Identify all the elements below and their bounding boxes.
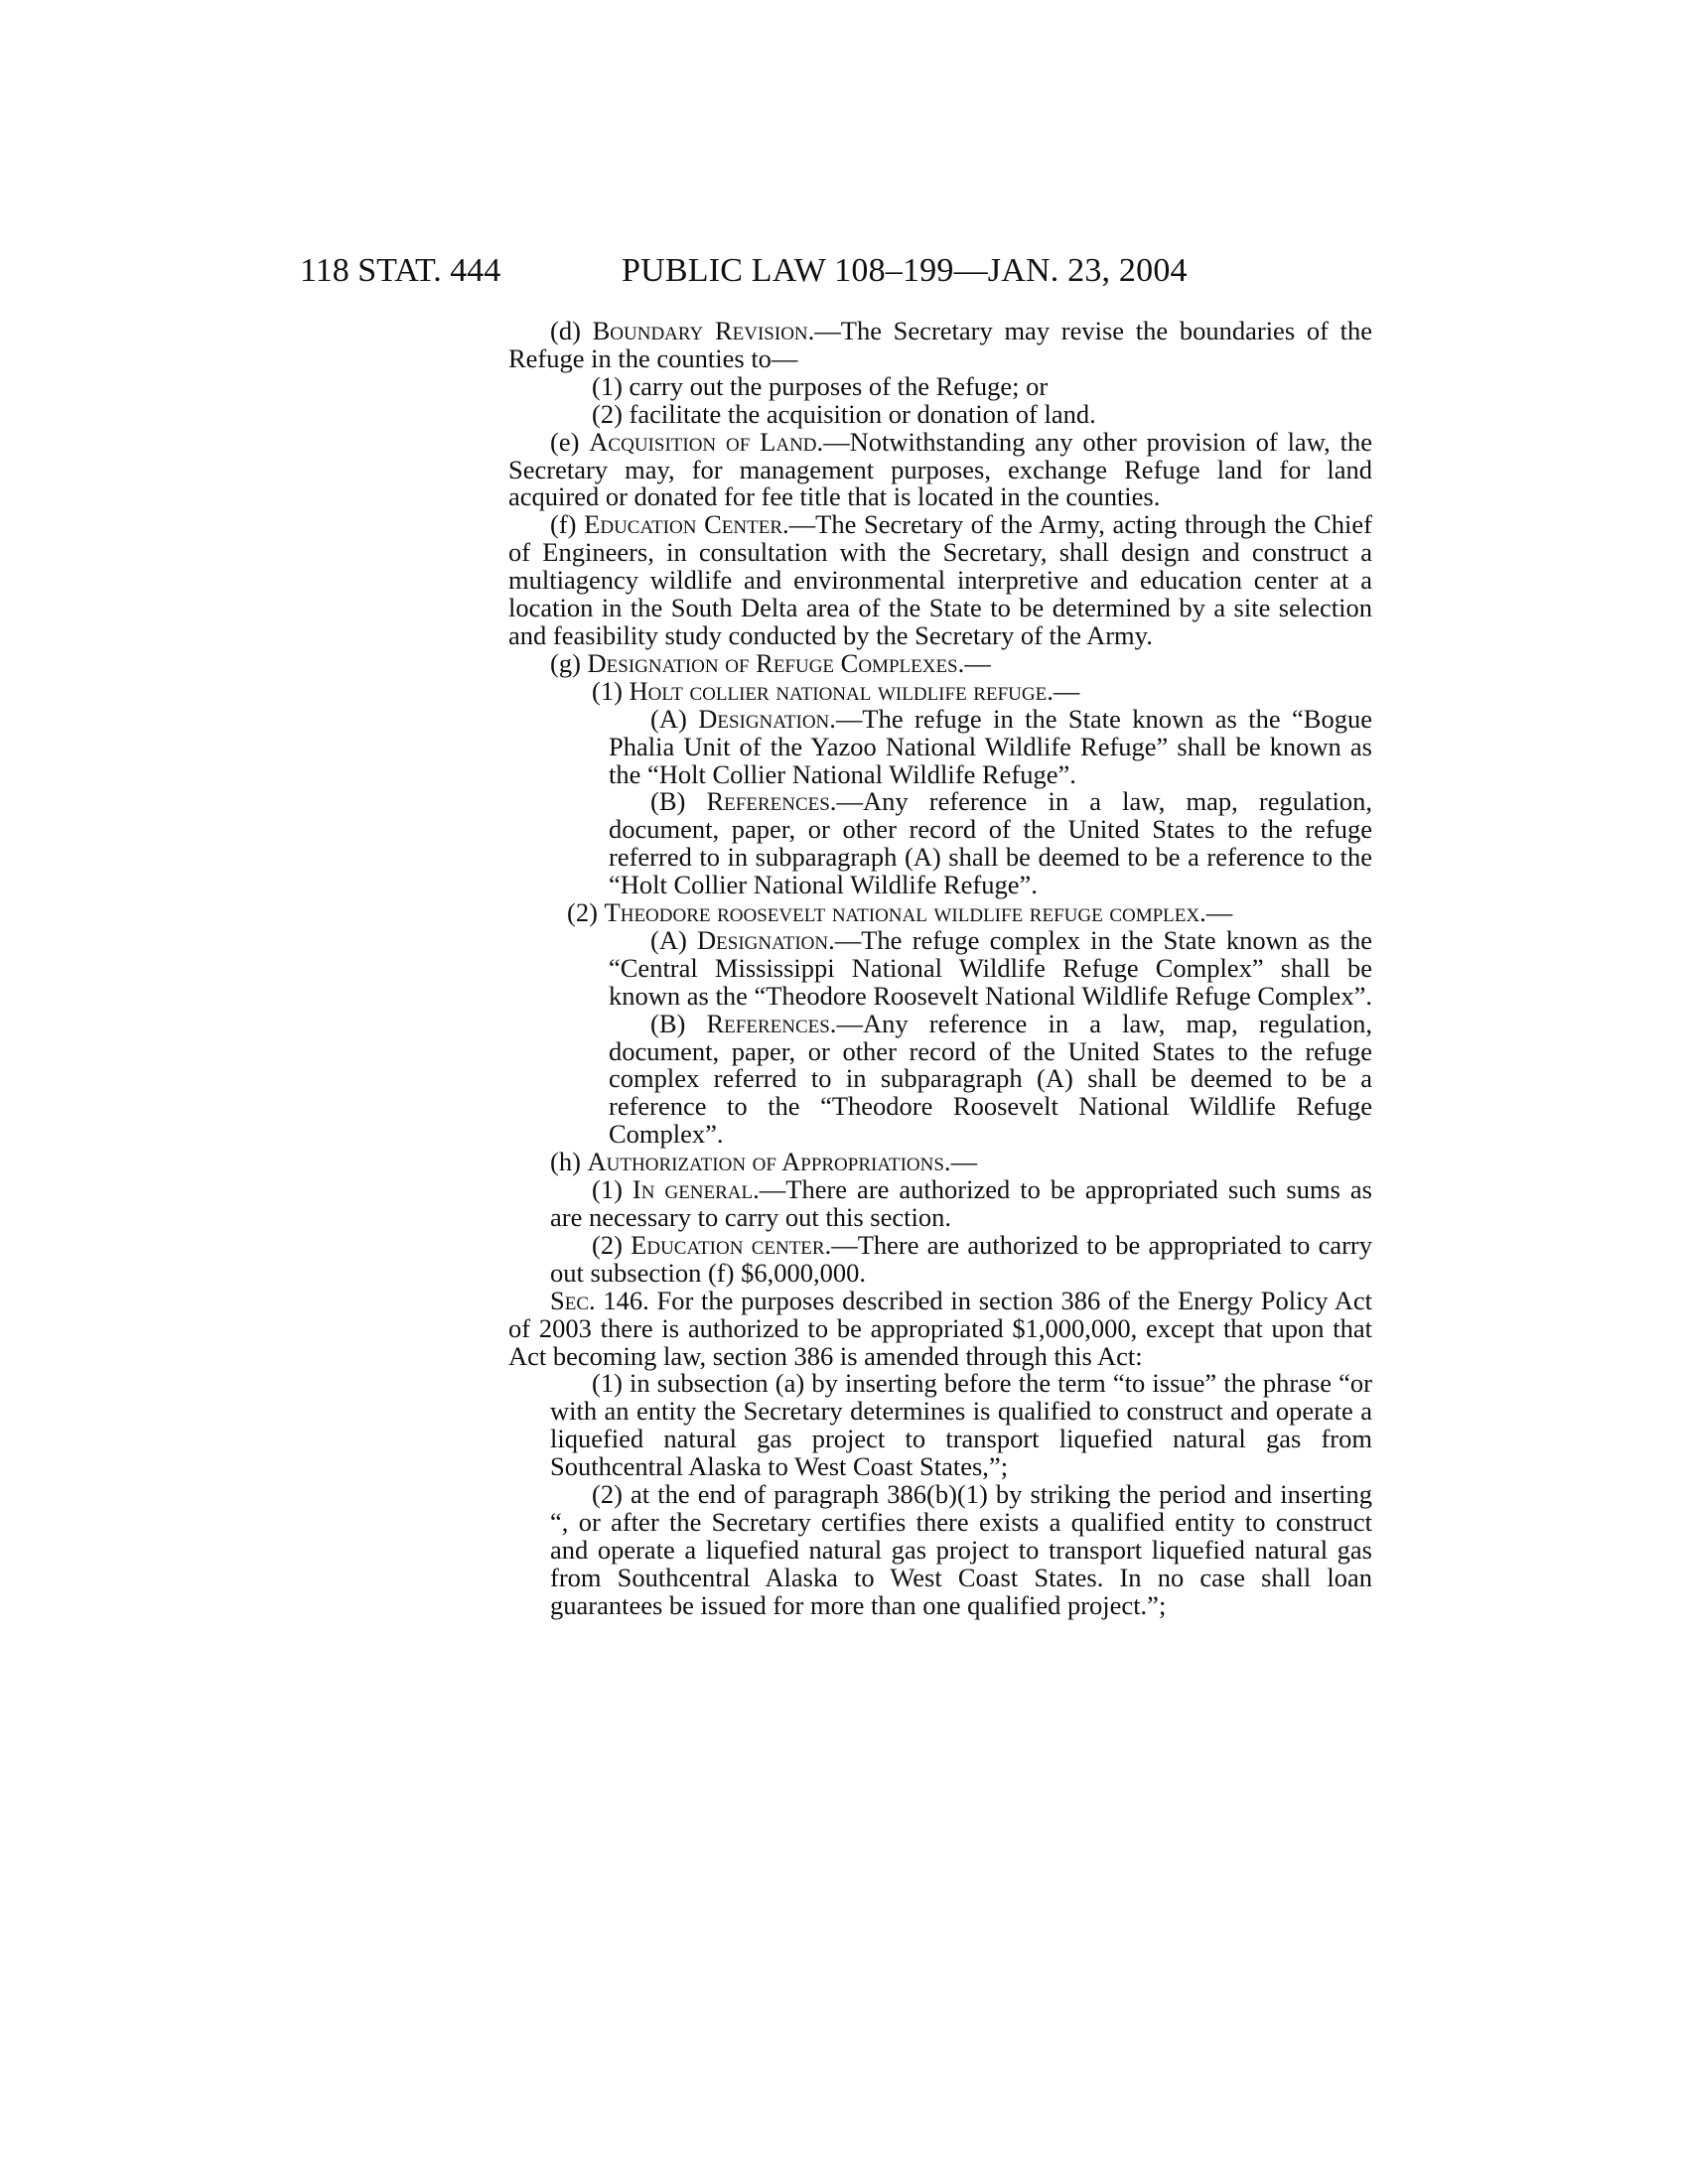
paragraph [508,1370,1372,1481]
paragraph-label: (A) [650,703,699,734]
paragraph-text: (1) in subsection (a) by inserting before the term “to issue” the phrase “or with an entity the Secretary determines is qualified to construct and operate a liquefied natural gas project to transport liquefied natural gas from Southcentral Alaska to West Coast States,”; [550,1368,1372,1482]
paragraph-heading: References. [706,786,837,817]
paragraph [508,426,1372,512]
statute-page-number: 118 STAT. 444 [300,252,501,289]
paragraph-label: (1) [592,675,630,706]
paragraph [508,370,1372,401]
paragraph-label: (2) [567,897,605,928]
paragraph-label: (1) [592,1174,633,1205]
running-title: PUBLIC LAW 108–199—JAN. 23, 2004 [622,252,1188,289]
paragraph-text: (2) at the end of paragraph 386(b)(1) by striking the period and inserting “, or after the Secretary certifies there exists a qualified entity to construct and operate a liquefied natural gas project to transport liquefied natural gas from Southcentral Alaska to West Coast States. In no case shall loan guarantees be issued for more than one qualified project.”; [550,1479,1372,1620]
paragraph-heading: References. [706,1008,837,1038]
paragraph-text: (2) facilitate the acquisition or donation of land. [592,398,1096,429]
paragraph-label: (d) [550,316,593,345]
paragraph-text: — [964,647,991,678]
paragraph-text: —Any reference in a law, map, regulation, document, paper, or other record of the United States to the refuge complex referred to in subparagraph (A) shall be deemed to be a reference to the “Theodore Roosevelt National Wildlife Refuge Complex”. [609,1008,1372,1150]
paragraph [508,924,1372,1011]
paragraph-text: —The refuge complex in the State known as the “Central Mississippi National Wildlife Refuge Complex” shall be known as the “Theodore Roosevelt National Wildlife Refuge Complex”. [609,924,1372,1011]
paragraph-heading: Sec. [550,1285,596,1315]
paragraph [508,1149,1372,1176]
paragraph-text: —The Secretary of the Army, acting through the Chief of Engineers, in consultation with the Secretary, shall design and construct a multiagency wildlife and environmental interpretive and education center at a location in the South Delta area of the State to be determined by a site selection and feasibility study conducted by the Secretary of the Army. [508,509,1372,650]
paragraph-label: (h) [550,1147,588,1177]
paragraph-heading: Holt collier national wildlife refuge. [629,675,1054,706]
paragraph-text: —The Secretary may revise the boundaries of the Refuge in the counties to— [508,316,1373,373]
paragraph [508,675,1372,706]
document-body [508,318,1372,1620]
paragraph-text: (1) carry out the purposes of the Refuge; or [592,370,1049,401]
paragraph-text: — [1053,675,1080,706]
paragraph-label: (f) [550,509,585,540]
paragraph [508,788,1372,899]
paragraph-heading: Theodore roosevelt national wildlife refuge complex. [604,897,1206,928]
paragraph-text: —Any reference in a law, map, regulation, document, paper, or other record of the United States to the refuge referred to in subparagraph (A) shall be deemed to be a reference to the “Holt Collier National Wildlife Refuge”. [609,786,1372,900]
paragraph-text: —The refuge in the State known as the “Bogue Phalia Unit of the Yazoo National Wildlife Refuge” shall be known as the “Holt Collier National Wildlife Refuge”. [609,703,1372,789]
paragraph-text: — [950,1147,978,1177]
paragraph-text: 146. For the purposes described in section 386 of the Energy Policy Act of 2003 there is authorized to be appropriated $1,000,000, except that upon that Act becoming law, section 386 is amended through this Act: [508,1285,1372,1371]
paragraph [508,1176,1372,1232]
paragraph-label: (B) [650,1008,707,1038]
page-header [0,246,1688,296]
paragraph [508,1285,1372,1371]
paragraph-heading: Designation. [698,703,836,734]
paragraph-heading: Education Center. [584,509,789,540]
paragraph-text: —Notwithstanding any other provision of law, the Secretary may, for management purposes, exchange Refuge land for land acquired or donated for fee title that is located in the counties. [508,426,1372,512]
paragraph-heading: Designation of Refuge Complexes. [587,647,965,678]
paragraph-heading: In general. [632,1174,760,1205]
paragraph [508,647,1372,678]
paragraph-label: (A) [650,924,698,955]
paragraph [508,899,1372,927]
paragraph [508,1229,1372,1288]
paragraph-heading: Boundary Revision. [592,316,815,345]
paragraph [508,318,1372,373]
paragraph [508,511,1372,650]
paragraph-heading: Acquisition of Land. [589,426,824,457]
paragraph-heading: Education center. [631,1229,832,1260]
paragraph-label: (e) [550,426,590,457]
paragraph-heading: Designation. [697,924,835,955]
paragraph [508,1008,1372,1150]
paragraph-label: (g) [550,647,588,678]
paragraph-label: (2) [592,1229,632,1260]
paragraph [508,703,1372,789]
paragraph-label: (B) [650,786,707,817]
paragraph [508,398,1372,429]
paragraph [508,1481,1372,1620]
paragraph-text: —There are authorized to be appropriated such sums as are necessary to carry out this section. [550,1174,1372,1232]
paragraph-text: — [1205,897,1233,928]
paragraph-text: —There are authorized to be appropriated to carry out subsection (f) $6,000,000. [550,1229,1372,1288]
paragraph-heading: Authorization of Appropriations. [587,1147,951,1177]
